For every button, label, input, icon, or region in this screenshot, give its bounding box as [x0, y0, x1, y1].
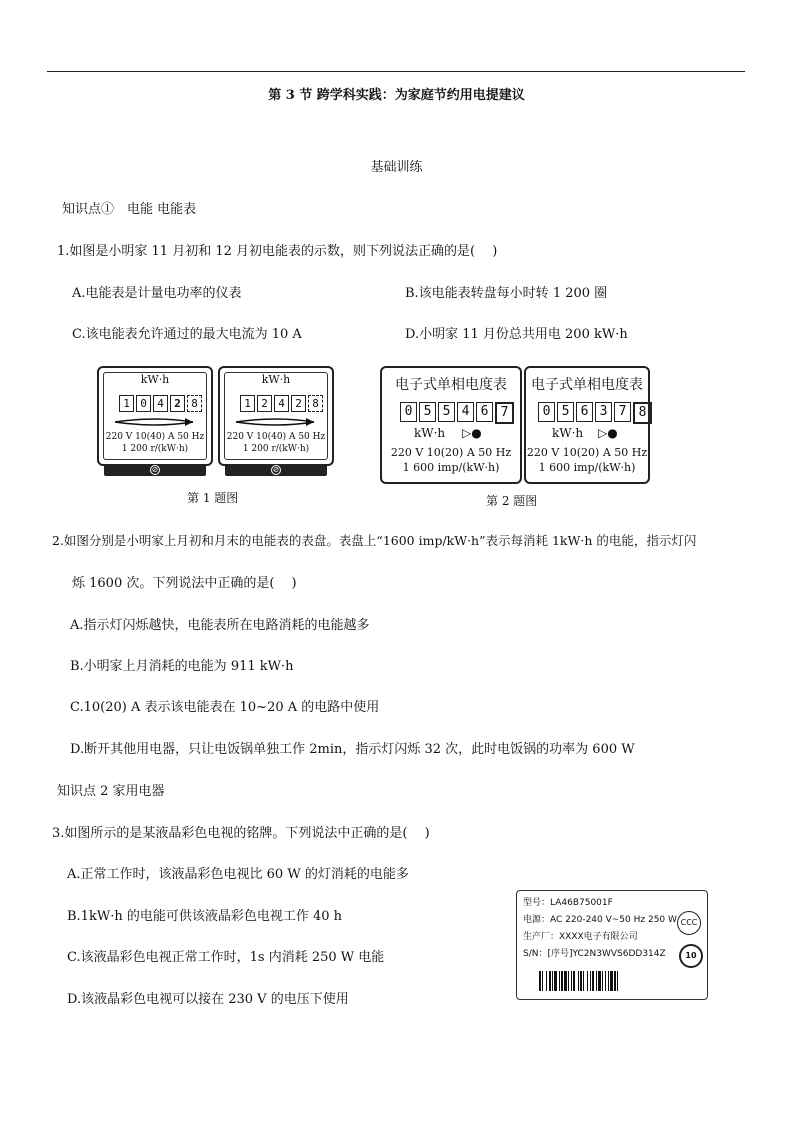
q2-option-a: A.指示灯闪烁越快，电能表所在电路消耗的电能越多 — [70, 618, 370, 633]
q2-meter-2 — [524, 366, 650, 484]
meter-digit: 1 — [119, 395, 134, 412]
meter-digit: 0 — [400, 402, 417, 422]
meter-title: 电子式单相电度表 — [531, 377, 643, 393]
q2-stem-line-2: 烁 1600 次。下列说法中正确的是( ) — [72, 576, 297, 591]
q2-option-c: C.10(20) A 表示该电能表在 10~20 A 的电路中使用 — [70, 700, 380, 715]
meter-digit: 3 — [595, 402, 612, 422]
meter-digit: 5 — [438, 402, 455, 422]
meter-digit: 8 — [187, 395, 202, 412]
meter-digit: 0 — [136, 395, 151, 412]
meter-digit: 2 — [291, 395, 306, 412]
q1-meter-2 — [218, 366, 334, 466]
meter-unit: kW·h — [261, 373, 291, 386]
meter-spec-rating: 220 V 10(40) A 50 Hz — [105, 432, 205, 442]
q2-option-d: D.断开其他用电器，只让电饭锅单独工作 2min，指示灯闪烁 32 次，此时电饭锅的功率为 600 W — [70, 742, 635, 757]
meter-digit: 4 — [153, 395, 168, 412]
meter-unit: kW·h — [140, 373, 170, 386]
q2-option-b: B.小明家上月消耗的电能为 911 kW·h — [70, 659, 294, 674]
q2-figure-caption: 第 2 题图 — [486, 494, 538, 508]
q3-option-c: C.该液晶彩色电视正常工作时，1s 内消耗 250 W 电能 — [67, 950, 385, 965]
meter-digit: 6 — [576, 402, 593, 422]
screw-icon: ⊘ — [272, 465, 280, 474]
q1-option-d: D.小明家 11 月份总共用电 200 kW·h — [405, 327, 628, 342]
tv-nameplate — [516, 890, 708, 1000]
q3-option-d: D.该液晶彩色电视可以接在 230 V 的电压下使用 — [67, 992, 349, 1007]
meter-title: 电子式单相电度表 — [395, 377, 507, 393]
screw-icon: ⊘ — [151, 465, 159, 474]
meter-digits — [119, 395, 204, 412]
meter-spec-constant: 1 600 imp/(kW·h) — [402, 461, 500, 474]
meter-spec-constant: 1 600 imp/(kW·h) — [538, 461, 636, 474]
meter-spec-rating: 220 V 10(20) A 50 Hz — [390, 446, 512, 459]
knowledge-point-1: 知识点① 电能 电能表 — [62, 202, 197, 217]
meter-spec-constant: 1 200 r/(kW·h) — [242, 444, 310, 454]
q3-option-a: A.正常工作时，该液晶彩色电视比 60 W 的灯消耗的电能多 — [67, 867, 409, 882]
meter-digit: 0 — [538, 402, 555, 422]
rotating-disc-icon — [234, 415, 318, 429]
nameplate-model: 型号：LA46B75001F — [523, 898, 613, 908]
meter-digit: 2 — [170, 395, 185, 412]
q1-meter-2-base — [225, 464, 327, 476]
header-rule — [47, 71, 745, 72]
q1-figure-caption: 第 1 题图 — [187, 491, 239, 505]
meter-digit: 4 — [274, 395, 289, 412]
meter-digit: 5 — [419, 402, 436, 422]
meter-unit: kW·h — [414, 426, 446, 440]
meter-spec-rating: 220 V 10(40) A 50 Hz — [226, 432, 326, 442]
meter-spec-constant: 1 200 r/(kW·h) — [121, 444, 189, 454]
meter-digit: 5 — [557, 402, 574, 422]
nameplate-serial: S/N：[序号]YC2N3WVS6DD314Z — [523, 949, 666, 959]
ccc-certification-icon: CCC — [677, 911, 701, 935]
q2-stem-line-1: 2.如图分别是小明家上月初和月末的电能表的表盘。表盘上“1600 imp/kW·h”表示每消耗 1kW·h 的电能，指示灯闪 — [52, 533, 697, 548]
q1-option-a: A.电能表是计量电功率的仪表 — [72, 286, 242, 301]
meter-spec-rating: 220 V 10(20) A 50 Hz — [526, 446, 648, 459]
meter-digit: 8 — [308, 395, 323, 412]
section-title: 基础训练 — [370, 160, 423, 175]
meter-digit: 1 — [240, 395, 255, 412]
meter-digit: 8 — [633, 402, 652, 424]
q3-option-b: B.1kW·h 的电能可供该液晶彩色电视工作 40 h — [67, 909, 343, 924]
meter-digit: 2 — [257, 395, 272, 412]
q3-stem: 3.如图所示的是某液晶彩色电视的铭牌。下列说法中正确的是( ) — [52, 826, 430, 841]
meter-digit: 4 — [457, 402, 474, 422]
q1-stem: 1.如图是小明家 11 月初和 12 月初电能表的示数，则下列说法正确的是( ) — [57, 244, 498, 259]
rotating-disc-icon — [113, 415, 197, 429]
knowledge-point-2: 知识点 2 家用电器 — [57, 784, 165, 799]
meter-unit: kW·h — [552, 426, 584, 440]
environmental-period-icon: 10 — [679, 944, 703, 968]
q1-meter-1 — [97, 366, 213, 466]
q1-option-c: C.该电能表允许通过的最大电流为 10 A — [72, 327, 302, 342]
meter-digits — [240, 395, 325, 412]
q1-meter-1-base — [104, 464, 206, 476]
nameplate-power: 电源：AC 220-240 V~50 Hz 250 W — [523, 915, 677, 925]
nameplate-maker: 生产厂：XXXX电子有限公司 — [523, 932, 638, 942]
meter-digit: 7 — [614, 402, 631, 422]
indicator-light-icon: ▷● — [598, 426, 618, 440]
barcode-stripe — [618, 971, 620, 991]
barcode — [539, 971, 689, 991]
meter-digit: 6 — [476, 402, 493, 422]
meter-digit: 7 — [495, 402, 514, 424]
q2-meter-1 — [380, 366, 522, 484]
meter-digits — [538, 402, 654, 424]
q1-option-b: B.该电能表转盘每小时转 1 200 圈 — [405, 286, 608, 301]
meter-digits — [400, 402, 516, 424]
indicator-light-icon: ▷● — [462, 426, 482, 440]
page-title: 第 3 节 跨学科实践：为家庭节约用电提建议 — [268, 88, 525, 103]
